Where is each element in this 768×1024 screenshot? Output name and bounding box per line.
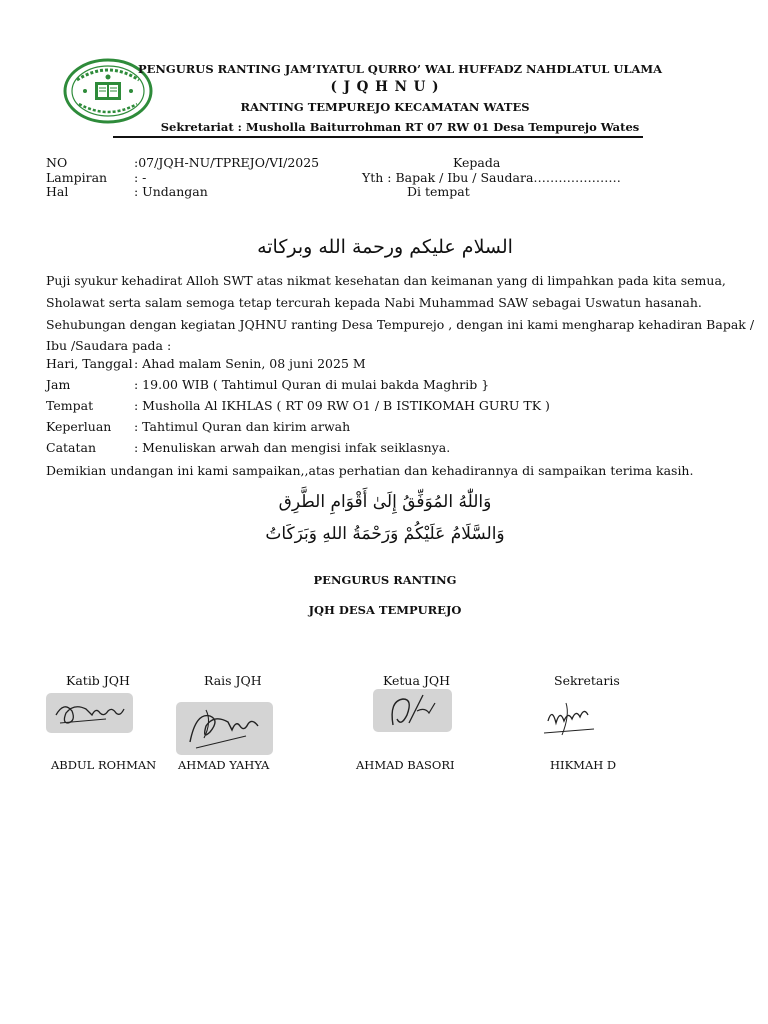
detail-value-place: : Musholla Al IKHLAS ( RT 09 RW O1 / B ISTIKOMAH GURU TK ) — [134, 398, 550, 413]
header-divider — [113, 136, 643, 138]
kepada-label: Kepada — [453, 155, 501, 170]
no-label: NO — [46, 155, 68, 170]
secretariat-address: Sekretariat : Musholla Baiturrohman RT 07 RW 01 Desa Tempurejo Wates — [160, 120, 640, 134]
signatory-name-sekretaris: HIKMAH D — [550, 758, 617, 772]
detail-value-note: : Menuliskan arwah dan mengisi infak seiklasnya. — [134, 440, 451, 455]
lampiran-value: : - — [134, 170, 147, 185]
signatory-name-rais: AHMAD YAHYA — [178, 758, 270, 772]
org-abbreviation: ( J Q H N U ) — [330, 79, 440, 95]
closing-sentence: Demikian undangan ini kami sampaikan,,atas perhatian dan kehadirannya di sampaikan terima kasih. — [46, 463, 694, 478]
role-sekretaris: Sekretaris — [554, 673, 620, 688]
signature-rais-image — [176, 702, 273, 755]
no-value: :07/JQH-NU/TPREJO/VI/2025 — [134, 155, 320, 170]
org-name: PENGURUS RANTING JAM’IYATUL QURRO’ WAL HUFFADZ NAHDLATUL ULAMA — [137, 62, 663, 76]
signatory-name-katib: ABDUL ROHMAN — [51, 758, 157, 772]
detail-label-date: Hari, Tanggal — [46, 356, 133, 371]
body-line: Ibu /Saudara pada : — [46, 338, 172, 353]
branch-name: RANTING TEMPUREJO KECAMATAN WATES — [240, 100, 530, 114]
role-rais: Rais JQH — [204, 673, 262, 688]
detail-value-time: : 19.00 WIB ( Tahtimul Quran di mulai bakda Maghrib } — [134, 377, 490, 392]
body-line: Puji syukur kehadirat Alloh SWT atas nikmat kesehatan dan keimanan yang di limpahkan pada kita semua, — [46, 273, 726, 288]
signature-sekretaris-image — [538, 695, 600, 741]
detail-value-date: : Ahad malam Senin, 08 juni 2025 M — [134, 356, 366, 371]
detail-value-purpose: : Tahtimul Quran dan kirim arwah — [134, 419, 351, 434]
detail-label-time: Jam — [46, 377, 71, 392]
detail-label-note: Catatan — [46, 440, 97, 455]
body-line: Sehubungan dengan kegiatan JQHNU ranting Desa Tempurejo , dengan ini kami mengharap kehadiran Bapak / — [46, 317, 755, 332]
signature-katib-image — [46, 693, 133, 733]
hal-value: : Undangan — [134, 184, 208, 199]
signatory-name-ketua: AHMAD BASORI — [356, 758, 455, 772]
signature-title: PENGURUS RANTING — [313, 573, 457, 587]
arabic-closing-line: وَاللّٰهُ المُوَفِّقُ إِلَىٰ أَقْوَامِ الطَّرِق — [278, 492, 492, 512]
place-line: Di tempat — [407, 184, 470, 199]
lampiran-label: Lampiran — [46, 170, 108, 185]
hal-label: Hal — [46, 184, 69, 199]
signature-ketua-image — [373, 689, 452, 732]
role-katib: Katib JQH — [66, 673, 130, 688]
opening-salam: السلام عليكم ورحمة الله وبركاته — [257, 236, 513, 258]
detail-label-place: Tempat — [46, 398, 94, 413]
body-line: Sholawat serta salam semoga tetap tercurah kepada Nabi Muhammad SAW sebagai Uswatun hasanah. — [46, 295, 702, 310]
recipient-line: Yth : Bapak / Ibu / Saudara………………… — [362, 170, 621, 185]
arabic-closing-line: وَالسَّلَامُ عَلَيْكُمْ وَرَحْمَةُ اللهِ وَبَرَكَاتُ — [265, 524, 505, 544]
detail-label-purpose: Keperluan — [46, 419, 112, 434]
role-ketua: Ketua JQH — [383, 673, 451, 688]
signature-subtitle: JQH DESA TEMPUREJO — [308, 603, 462, 617]
